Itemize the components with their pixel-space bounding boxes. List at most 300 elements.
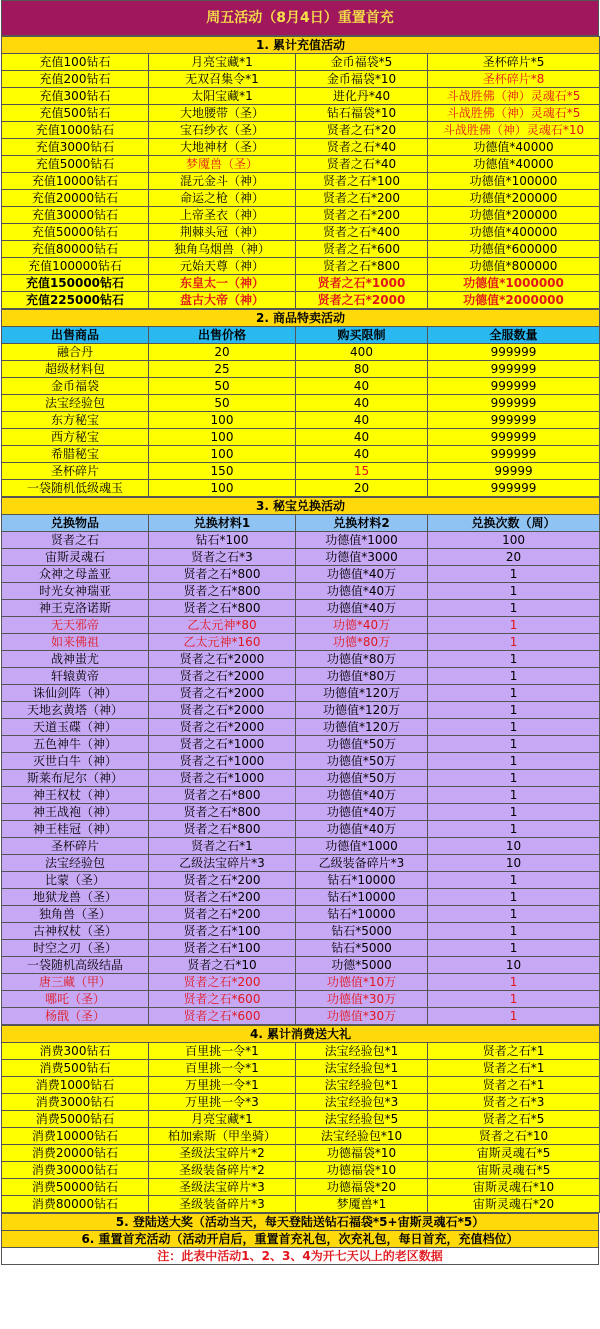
table-cell: 乙太元神*80 bbox=[149, 617, 296, 634]
table-cell: 999999 bbox=[428, 412, 600, 429]
table-cell: 法宝经验包*10 bbox=[296, 1128, 428, 1145]
table-cell: 贤者之石*800 bbox=[149, 600, 296, 617]
recharge-row bbox=[2, 207, 600, 224]
sale-row bbox=[2, 378, 600, 395]
table-cell: 贤者之石*2000 bbox=[149, 668, 296, 685]
sec3-col-material2: 兑换材料2 bbox=[296, 515, 428, 532]
table-cell: 贤者之石*40 bbox=[296, 156, 428, 173]
table-cell: 钻石*5000 bbox=[296, 923, 428, 940]
table-cell: 贤者之石*800 bbox=[296, 258, 428, 275]
table-cell: 消费500钻石 bbox=[2, 1060, 149, 1077]
table-cell: 100 bbox=[149, 480, 296, 497]
table-cell: 40 bbox=[296, 395, 428, 412]
table-cell: 999999 bbox=[428, 446, 600, 463]
consume-row bbox=[2, 1060, 600, 1077]
table-cell: 斗战胜佛（神）灵魂石*5 bbox=[428, 88, 600, 105]
table-cell: 贤者之石*1000 bbox=[296, 275, 428, 292]
table-cell: 贤者之石*200 bbox=[296, 207, 428, 224]
table-cell: 宙斯灵魂石*20 bbox=[428, 1196, 600, 1213]
table-cell: 功德值*40万 bbox=[296, 821, 428, 838]
table-cell: 钻石*5000 bbox=[296, 940, 428, 957]
table-cell: 充值150000钻石 bbox=[2, 275, 149, 292]
table-cell: 贤者之石*100 bbox=[149, 940, 296, 957]
table-cell: 斗战胜佛（神）灵魂石*10 bbox=[428, 122, 600, 139]
table-cell: 斯莱布尼尔（神） bbox=[2, 770, 149, 787]
recharge-row bbox=[2, 173, 600, 190]
table-cell: 充值10000钻石 bbox=[2, 173, 149, 190]
table-cell: 充值30000钻石 bbox=[2, 207, 149, 224]
table-cell: 上帝圣衣（神） bbox=[149, 207, 296, 224]
table-cell: 法宝经验包*1 bbox=[296, 1077, 428, 1094]
table-cell: 贤者之石*1 bbox=[428, 1060, 600, 1077]
table-cell: 功德值*2000000 bbox=[428, 292, 600, 309]
table-cell: 20 bbox=[428, 549, 600, 566]
table-cell: 法宝经验包*1 bbox=[296, 1043, 428, 1060]
exchange-row bbox=[2, 651, 600, 668]
table-cell: 功德福袋*20 bbox=[296, 1179, 428, 1196]
table-cell: 100 bbox=[149, 446, 296, 463]
consume-row bbox=[2, 1162, 600, 1179]
table-cell: 1 bbox=[428, 583, 600, 600]
table-cell: 一袋随机高级结晶 bbox=[2, 957, 149, 974]
table-cell: 1 bbox=[428, 617, 600, 634]
exchange-row bbox=[2, 753, 600, 770]
table-cell: 哪吒（圣） bbox=[2, 991, 149, 1008]
consume-row bbox=[2, 1179, 600, 1196]
table-cell: 消费3000钻石 bbox=[2, 1094, 149, 1111]
table-cell: 宝石纱衣（圣） bbox=[149, 122, 296, 139]
table-cell: 贤者之石*3 bbox=[428, 1094, 600, 1111]
table-cell: 充值20000钻石 bbox=[2, 190, 149, 207]
table-cell: 法宝经验包 bbox=[2, 395, 149, 412]
table-cell: 功德值*3000 bbox=[296, 549, 428, 566]
table-cell: 充值5000钻石 bbox=[2, 156, 149, 173]
table-cell: 贤者之石*800 bbox=[149, 583, 296, 600]
table-cell: 功德值*400000 bbox=[428, 224, 600, 241]
table-cell: 功德值*30万 bbox=[296, 1008, 428, 1025]
table-cell: 功德*80万 bbox=[296, 634, 428, 651]
table-cell: 法宝经验包*1 bbox=[296, 1060, 428, 1077]
table-cell: 99999 bbox=[428, 463, 600, 480]
recharge-row bbox=[2, 190, 600, 207]
table-cell: 40 bbox=[296, 378, 428, 395]
sale-row bbox=[2, 412, 600, 429]
recharge-row bbox=[2, 54, 600, 71]
table-cell: 功德值*50万 bbox=[296, 736, 428, 753]
table-cell: 时光女神瑞亚 bbox=[2, 583, 149, 600]
table-cell: 100 bbox=[428, 532, 600, 549]
consume-row bbox=[2, 1077, 600, 1094]
table-cell: 999999 bbox=[428, 378, 600, 395]
section-4-heading: 4. 累计消费送大礼 bbox=[2, 1026, 600, 1043]
table-cell: 充值1000钻石 bbox=[2, 122, 149, 139]
table-cell: 功德值*120万 bbox=[296, 719, 428, 736]
table-cell: 钻石福袋*10 bbox=[296, 105, 428, 122]
consume-row bbox=[2, 1043, 600, 1060]
recharge-row bbox=[2, 139, 600, 156]
section-3-heading: 3. 秘宝兑换活动 bbox=[2, 498, 600, 515]
table-cell: 融合丹 bbox=[2, 344, 149, 361]
table-cell: 功德值*800000 bbox=[428, 258, 600, 275]
table-cell: 如来佛祖 bbox=[2, 634, 149, 651]
table-cell: 众神之母盖亚 bbox=[2, 566, 149, 583]
table-cell: 1 bbox=[428, 651, 600, 668]
table-cell: 消费1000钻石 bbox=[2, 1077, 149, 1094]
table-cell: 功德值*200000 bbox=[428, 190, 600, 207]
table-cell: 太阳宝藏*1 bbox=[149, 88, 296, 105]
table-cell: 贤者之石*200 bbox=[296, 190, 428, 207]
table-cell: 贤者之石*40 bbox=[296, 139, 428, 156]
table-cell: 诛仙剑阵（神） bbox=[2, 685, 149, 702]
table-cell: 功德值*50万 bbox=[296, 770, 428, 787]
table-cell: 万里挑一令*1 bbox=[149, 1077, 296, 1094]
recharge-row bbox=[2, 71, 600, 88]
table-cell: 1 bbox=[428, 736, 600, 753]
table-cell: 贤者之石*1 bbox=[428, 1043, 600, 1060]
table-cell: 1 bbox=[428, 940, 600, 957]
reset-first-charge-line: 6. 重置首充活动（活动开启后，重置首充礼包，次充礼包，每日首充，充值档位） bbox=[2, 1231, 599, 1248]
table-cell: 金币福袋 bbox=[2, 378, 149, 395]
table-cell: 贤者之石*2000 bbox=[149, 651, 296, 668]
exchange-row bbox=[2, 787, 600, 804]
table-cell: 贤者之石*1 bbox=[149, 838, 296, 855]
table-cell: 25 bbox=[149, 361, 296, 378]
table-cell: 功德值*40万 bbox=[296, 583, 428, 600]
table-cell: 神王战袍（神） bbox=[2, 804, 149, 821]
exchange-row bbox=[2, 821, 600, 838]
table-cell: 独角乌烟兽（神） bbox=[149, 241, 296, 258]
exchange-row bbox=[2, 957, 600, 974]
table-cell: 圣级装备碎片*3 bbox=[149, 1196, 296, 1213]
table-cell: 充值80000钻石 bbox=[2, 241, 149, 258]
table-cell: 1 bbox=[428, 685, 600, 702]
table-cell: 杨戬（圣） bbox=[2, 1008, 149, 1025]
table-cell: 功德值*40000 bbox=[428, 139, 600, 156]
recharge-row bbox=[2, 241, 600, 258]
table-cell: 百里挑一令*1 bbox=[149, 1043, 296, 1060]
table-cell: 20 bbox=[296, 480, 428, 497]
recharge-row bbox=[2, 105, 600, 122]
exchange-row bbox=[2, 634, 600, 651]
table-cell: 贤者之石*2000 bbox=[149, 685, 296, 702]
table-cell: 贤者之石*100 bbox=[296, 173, 428, 190]
exchange-row bbox=[2, 566, 600, 583]
table-cell: 荆棘头冠（神） bbox=[149, 224, 296, 241]
table-cell: 元始天尊（神） bbox=[149, 258, 296, 275]
table-cell: 圣杯碎片 bbox=[2, 838, 149, 855]
table-cell: 1 bbox=[428, 702, 600, 719]
table-cell: 天地玄黄塔（神） bbox=[2, 702, 149, 719]
table-cell: 999999 bbox=[428, 361, 600, 378]
recharge-row bbox=[2, 292, 600, 309]
table-cell: 百里挑一令*1 bbox=[149, 1060, 296, 1077]
table-cell: 功德值*600000 bbox=[428, 241, 600, 258]
table-cell: 功德值*10万 bbox=[296, 974, 428, 991]
table-cell: 钻石*10000 bbox=[296, 889, 428, 906]
table-cell: 贤者之石*1000 bbox=[149, 770, 296, 787]
table-cell: 999999 bbox=[428, 429, 600, 446]
table-cell: 灭世白牛（神） bbox=[2, 753, 149, 770]
table-cell: 消费300钻石 bbox=[2, 1043, 149, 1060]
table-cell: 法宝经验包*5 bbox=[296, 1111, 428, 1128]
table-cell: 40 bbox=[296, 446, 428, 463]
table-cell: 20 bbox=[149, 344, 296, 361]
table-cell: 地狱龙兽（圣） bbox=[2, 889, 149, 906]
table-cell: 10 bbox=[428, 855, 600, 872]
table-cell: 1 bbox=[428, 634, 600, 651]
exchange-row bbox=[2, 600, 600, 617]
exchange-row bbox=[2, 804, 600, 821]
table-cell: 消费5000钻石 bbox=[2, 1111, 149, 1128]
exchange-row bbox=[2, 685, 600, 702]
table-cell: 150 bbox=[149, 463, 296, 480]
recharge-row bbox=[2, 122, 600, 139]
login-reward-line: 5. 登陆送大奖（活动当天，每天登陆送钻石福袋*5+宙斯灵魂石*5） bbox=[2, 1214, 599, 1231]
exchange-row bbox=[2, 974, 600, 991]
table-cell: 消费10000钻石 bbox=[2, 1128, 149, 1145]
table-cell: 50 bbox=[149, 378, 296, 395]
table-cell: 功德值*80万 bbox=[296, 651, 428, 668]
sale-row bbox=[2, 344, 600, 361]
table-cell: 宙斯灵魂石*10 bbox=[428, 1179, 600, 1196]
table-cell: 乙级法宝碎片*3 bbox=[149, 855, 296, 872]
table-cell: 充值3000钻石 bbox=[2, 139, 149, 156]
table-cell: 功德值*40万 bbox=[296, 600, 428, 617]
table-cell: 比蒙（圣） bbox=[2, 872, 149, 889]
table-cell: 月亮宝藏*1 bbox=[149, 54, 296, 71]
exchange-row bbox=[2, 923, 600, 940]
sale-row bbox=[2, 361, 600, 378]
table-cell: 10 bbox=[428, 957, 600, 974]
table-cell: 1 bbox=[428, 787, 600, 804]
table-cell: 1 bbox=[428, 753, 600, 770]
table-cell: 东皇太一（神） bbox=[149, 275, 296, 292]
table-cell: 宙斯灵魂石 bbox=[2, 549, 149, 566]
table-cell: 1 bbox=[428, 889, 600, 906]
table-cell: 神王克洛诺斯 bbox=[2, 600, 149, 617]
exchange-row bbox=[2, 906, 600, 923]
table-cell: 贤者之石 bbox=[2, 532, 149, 549]
table-cell: 时空之刃（圣） bbox=[2, 940, 149, 957]
sec2-col-item: 出售商品 bbox=[2, 327, 149, 344]
table-cell: 10 bbox=[428, 838, 600, 855]
table-cell: 充值500钻石 bbox=[2, 105, 149, 122]
exchange-row bbox=[2, 770, 600, 787]
table-cell: 贤者之石*200 bbox=[149, 889, 296, 906]
page-title: 周五活动（8月4日）重置首充 bbox=[1, 0, 599, 36]
table-cell: 贤者之石*3 bbox=[149, 549, 296, 566]
table-cell: 金币福袋*5 bbox=[296, 54, 428, 71]
table-cell: 东方秘宝 bbox=[2, 412, 149, 429]
sale-row bbox=[2, 480, 600, 497]
table-cell: 无双召集令*1 bbox=[149, 71, 296, 88]
exchange-row bbox=[2, 991, 600, 1008]
table-cell: 1 bbox=[428, 974, 600, 991]
table-cell: 1 bbox=[428, 1008, 600, 1025]
table-cell: 999999 bbox=[428, 395, 600, 412]
table-cell: 钻石*100 bbox=[149, 532, 296, 549]
table-cell: 乙级装备碎片*3 bbox=[296, 855, 428, 872]
sale-row bbox=[2, 395, 600, 412]
table-cell: 贤者之石*200 bbox=[149, 872, 296, 889]
table-cell: 斗战胜佛（神）灵魂石*5 bbox=[428, 105, 600, 122]
table-cell: 超级材料包 bbox=[2, 361, 149, 378]
table-cell: 天道玉碟（神） bbox=[2, 719, 149, 736]
table-cell: 梦魇兽（圣） bbox=[149, 156, 296, 173]
table-cell: 999999 bbox=[428, 344, 600, 361]
sec2-col-quantity: 全服数量 bbox=[428, 327, 600, 344]
recharge-row bbox=[2, 258, 600, 275]
table-cell: 功德值*40000 bbox=[428, 156, 600, 173]
table-cell: 充值225000钻石 bbox=[2, 292, 149, 309]
consume-row bbox=[2, 1128, 600, 1145]
table-cell: 功德值*120万 bbox=[296, 702, 428, 719]
table-cell: 充值50000钻石 bbox=[2, 224, 149, 241]
table-cell: 大地神材（圣） bbox=[149, 139, 296, 156]
table-cell: 希腊秘宝 bbox=[2, 446, 149, 463]
sec3-col-item: 兑换物品 bbox=[2, 515, 149, 532]
table-cell: 功德值*1000 bbox=[296, 532, 428, 549]
table-cell: 贤者之石*10 bbox=[149, 957, 296, 974]
table-cell: 宙斯灵魂石*5 bbox=[428, 1162, 600, 1179]
table-cell: 混元金斗（神） bbox=[149, 173, 296, 190]
section-1-recharge-table bbox=[1, 36, 600, 309]
table-cell: 消费50000钻石 bbox=[2, 1179, 149, 1196]
table-cell: 一袋随机低级魂玉 bbox=[2, 480, 149, 497]
table-cell: 唐三藏（甲） bbox=[2, 974, 149, 991]
sale-row bbox=[2, 463, 600, 480]
sec3-col-material1: 兑换材料1 bbox=[149, 515, 296, 532]
consume-row bbox=[2, 1196, 600, 1213]
table-cell: 消费80000钻石 bbox=[2, 1196, 149, 1213]
table-cell: 功德福袋*10 bbox=[296, 1145, 428, 1162]
table-cell: 功德值*50万 bbox=[296, 753, 428, 770]
table-cell: 充值200钻石 bbox=[2, 71, 149, 88]
footer-table bbox=[1, 1213, 599, 1265]
table-cell: 轩辕黄帝 bbox=[2, 668, 149, 685]
table-cell: 梦魇兽*1 bbox=[296, 1196, 428, 1213]
consume-row bbox=[2, 1111, 600, 1128]
table-cell: 圣级装备碎片*2 bbox=[149, 1162, 296, 1179]
table-cell: 100 bbox=[149, 412, 296, 429]
table-cell: 法宝经验包 bbox=[2, 855, 149, 872]
table-cell: 贤者之石*1000 bbox=[149, 753, 296, 770]
table-cell: 神王桂冠（神） bbox=[2, 821, 149, 838]
table-cell: 圣杯碎片*8 bbox=[428, 71, 600, 88]
table-cell: 贤者之石*200 bbox=[149, 974, 296, 991]
sec3-col-times: 兑换次数（周） bbox=[428, 515, 600, 532]
table-cell: 月亮宝藏*1 bbox=[149, 1111, 296, 1128]
exchange-row bbox=[2, 702, 600, 719]
table-cell: 万里挑一令*3 bbox=[149, 1094, 296, 1111]
table-cell: 1 bbox=[428, 872, 600, 889]
table-cell: 贤者之石*5 bbox=[428, 1111, 600, 1128]
table-cell: 功德值*80万 bbox=[296, 668, 428, 685]
exchange-row bbox=[2, 838, 600, 855]
table-cell: 功德*5000 bbox=[296, 957, 428, 974]
exchange-row bbox=[2, 583, 600, 600]
table-cell: 乙太元神*160 bbox=[149, 634, 296, 651]
table-cell: 贤者之石*10 bbox=[428, 1128, 600, 1145]
table-cell: 功德值*40万 bbox=[296, 787, 428, 804]
table-cell: 贤者之石*2000 bbox=[149, 702, 296, 719]
table-cell: 1 bbox=[428, 821, 600, 838]
table-cell: 功德值*40万 bbox=[296, 804, 428, 821]
table-cell: 独角兽（圣） bbox=[2, 906, 149, 923]
table-cell: 圣级法宝碎片*2 bbox=[149, 1145, 296, 1162]
table-cell: 功德值*200000 bbox=[428, 207, 600, 224]
table-cell: 消费20000钻石 bbox=[2, 1145, 149, 1162]
exchange-row bbox=[2, 617, 600, 634]
table-cell: 贤者之石*2000 bbox=[149, 719, 296, 736]
exchange-row bbox=[2, 855, 600, 872]
exchange-row bbox=[2, 889, 600, 906]
table-cell: 贤者之石*600 bbox=[149, 1008, 296, 1025]
table-cell: 宙斯灵魂石*5 bbox=[428, 1145, 600, 1162]
recharge-row bbox=[2, 224, 600, 241]
table-cell: 功德值*1000000 bbox=[428, 275, 600, 292]
consume-row bbox=[2, 1145, 600, 1162]
table-cell: 1 bbox=[428, 770, 600, 787]
exchange-row bbox=[2, 532, 600, 549]
table-cell: 神王权杖（神） bbox=[2, 787, 149, 804]
table-cell: 无天邪帝 bbox=[2, 617, 149, 634]
table-cell: 圣杯碎片*5 bbox=[428, 54, 600, 71]
table-cell: 1 bbox=[428, 804, 600, 821]
activity-sheet bbox=[1, 0, 599, 1265]
table-cell: 1 bbox=[428, 600, 600, 617]
table-cell: 40 bbox=[296, 412, 428, 429]
table-cell: 1 bbox=[428, 991, 600, 1008]
table-cell: 100 bbox=[149, 429, 296, 446]
table-cell: 1 bbox=[428, 906, 600, 923]
section-1-heading: 1. 累计充值活动 bbox=[2, 37, 600, 54]
recharge-row bbox=[2, 275, 600, 292]
table-cell: 50 bbox=[149, 395, 296, 412]
section-2-heading: 2. 商品特卖活动 bbox=[2, 310, 600, 327]
table-cell: 盘古大帝（神） bbox=[149, 292, 296, 309]
table-cell: 金币福袋*10 bbox=[296, 71, 428, 88]
exchange-row bbox=[2, 940, 600, 957]
exchange-row bbox=[2, 719, 600, 736]
sec2-col-price: 出售价格 bbox=[149, 327, 296, 344]
exchange-row bbox=[2, 872, 600, 889]
table-cell: 400 bbox=[296, 344, 428, 361]
table-cell: 消费30000钻石 bbox=[2, 1162, 149, 1179]
table-cell: 钻石*10000 bbox=[296, 906, 428, 923]
table-cell: 贤者之石*100 bbox=[149, 923, 296, 940]
table-cell: 古神权杖（圣） bbox=[2, 923, 149, 940]
table-cell: 进化丹*40 bbox=[296, 88, 428, 105]
table-cell: 15 bbox=[296, 463, 428, 480]
exchange-row bbox=[2, 668, 600, 685]
table-cell: 1 bbox=[428, 668, 600, 685]
table-cell: 贤者之石*200 bbox=[149, 906, 296, 923]
table-cell: 柏加索斯（甲坐骑） bbox=[149, 1128, 296, 1145]
table-cell: 贤者之石*400 bbox=[296, 224, 428, 241]
table-cell: 贤者之石*600 bbox=[296, 241, 428, 258]
table-cell: 贤者之石*20 bbox=[296, 122, 428, 139]
section-2-sale-table bbox=[1, 309, 600, 497]
table-cell: 命运之枪（神） bbox=[149, 190, 296, 207]
table-cell: 贤者之石*800 bbox=[149, 821, 296, 838]
table-cell: 贤者之石*800 bbox=[149, 566, 296, 583]
recharge-row bbox=[2, 156, 600, 173]
table-cell: 功德值*30万 bbox=[296, 991, 428, 1008]
footnote: 注：此表中活动1、2、3、4为开七天以上的老区数据 bbox=[2, 1248, 599, 1265]
exchange-row bbox=[2, 1008, 600, 1025]
table-cell: 功德值*120万 bbox=[296, 685, 428, 702]
